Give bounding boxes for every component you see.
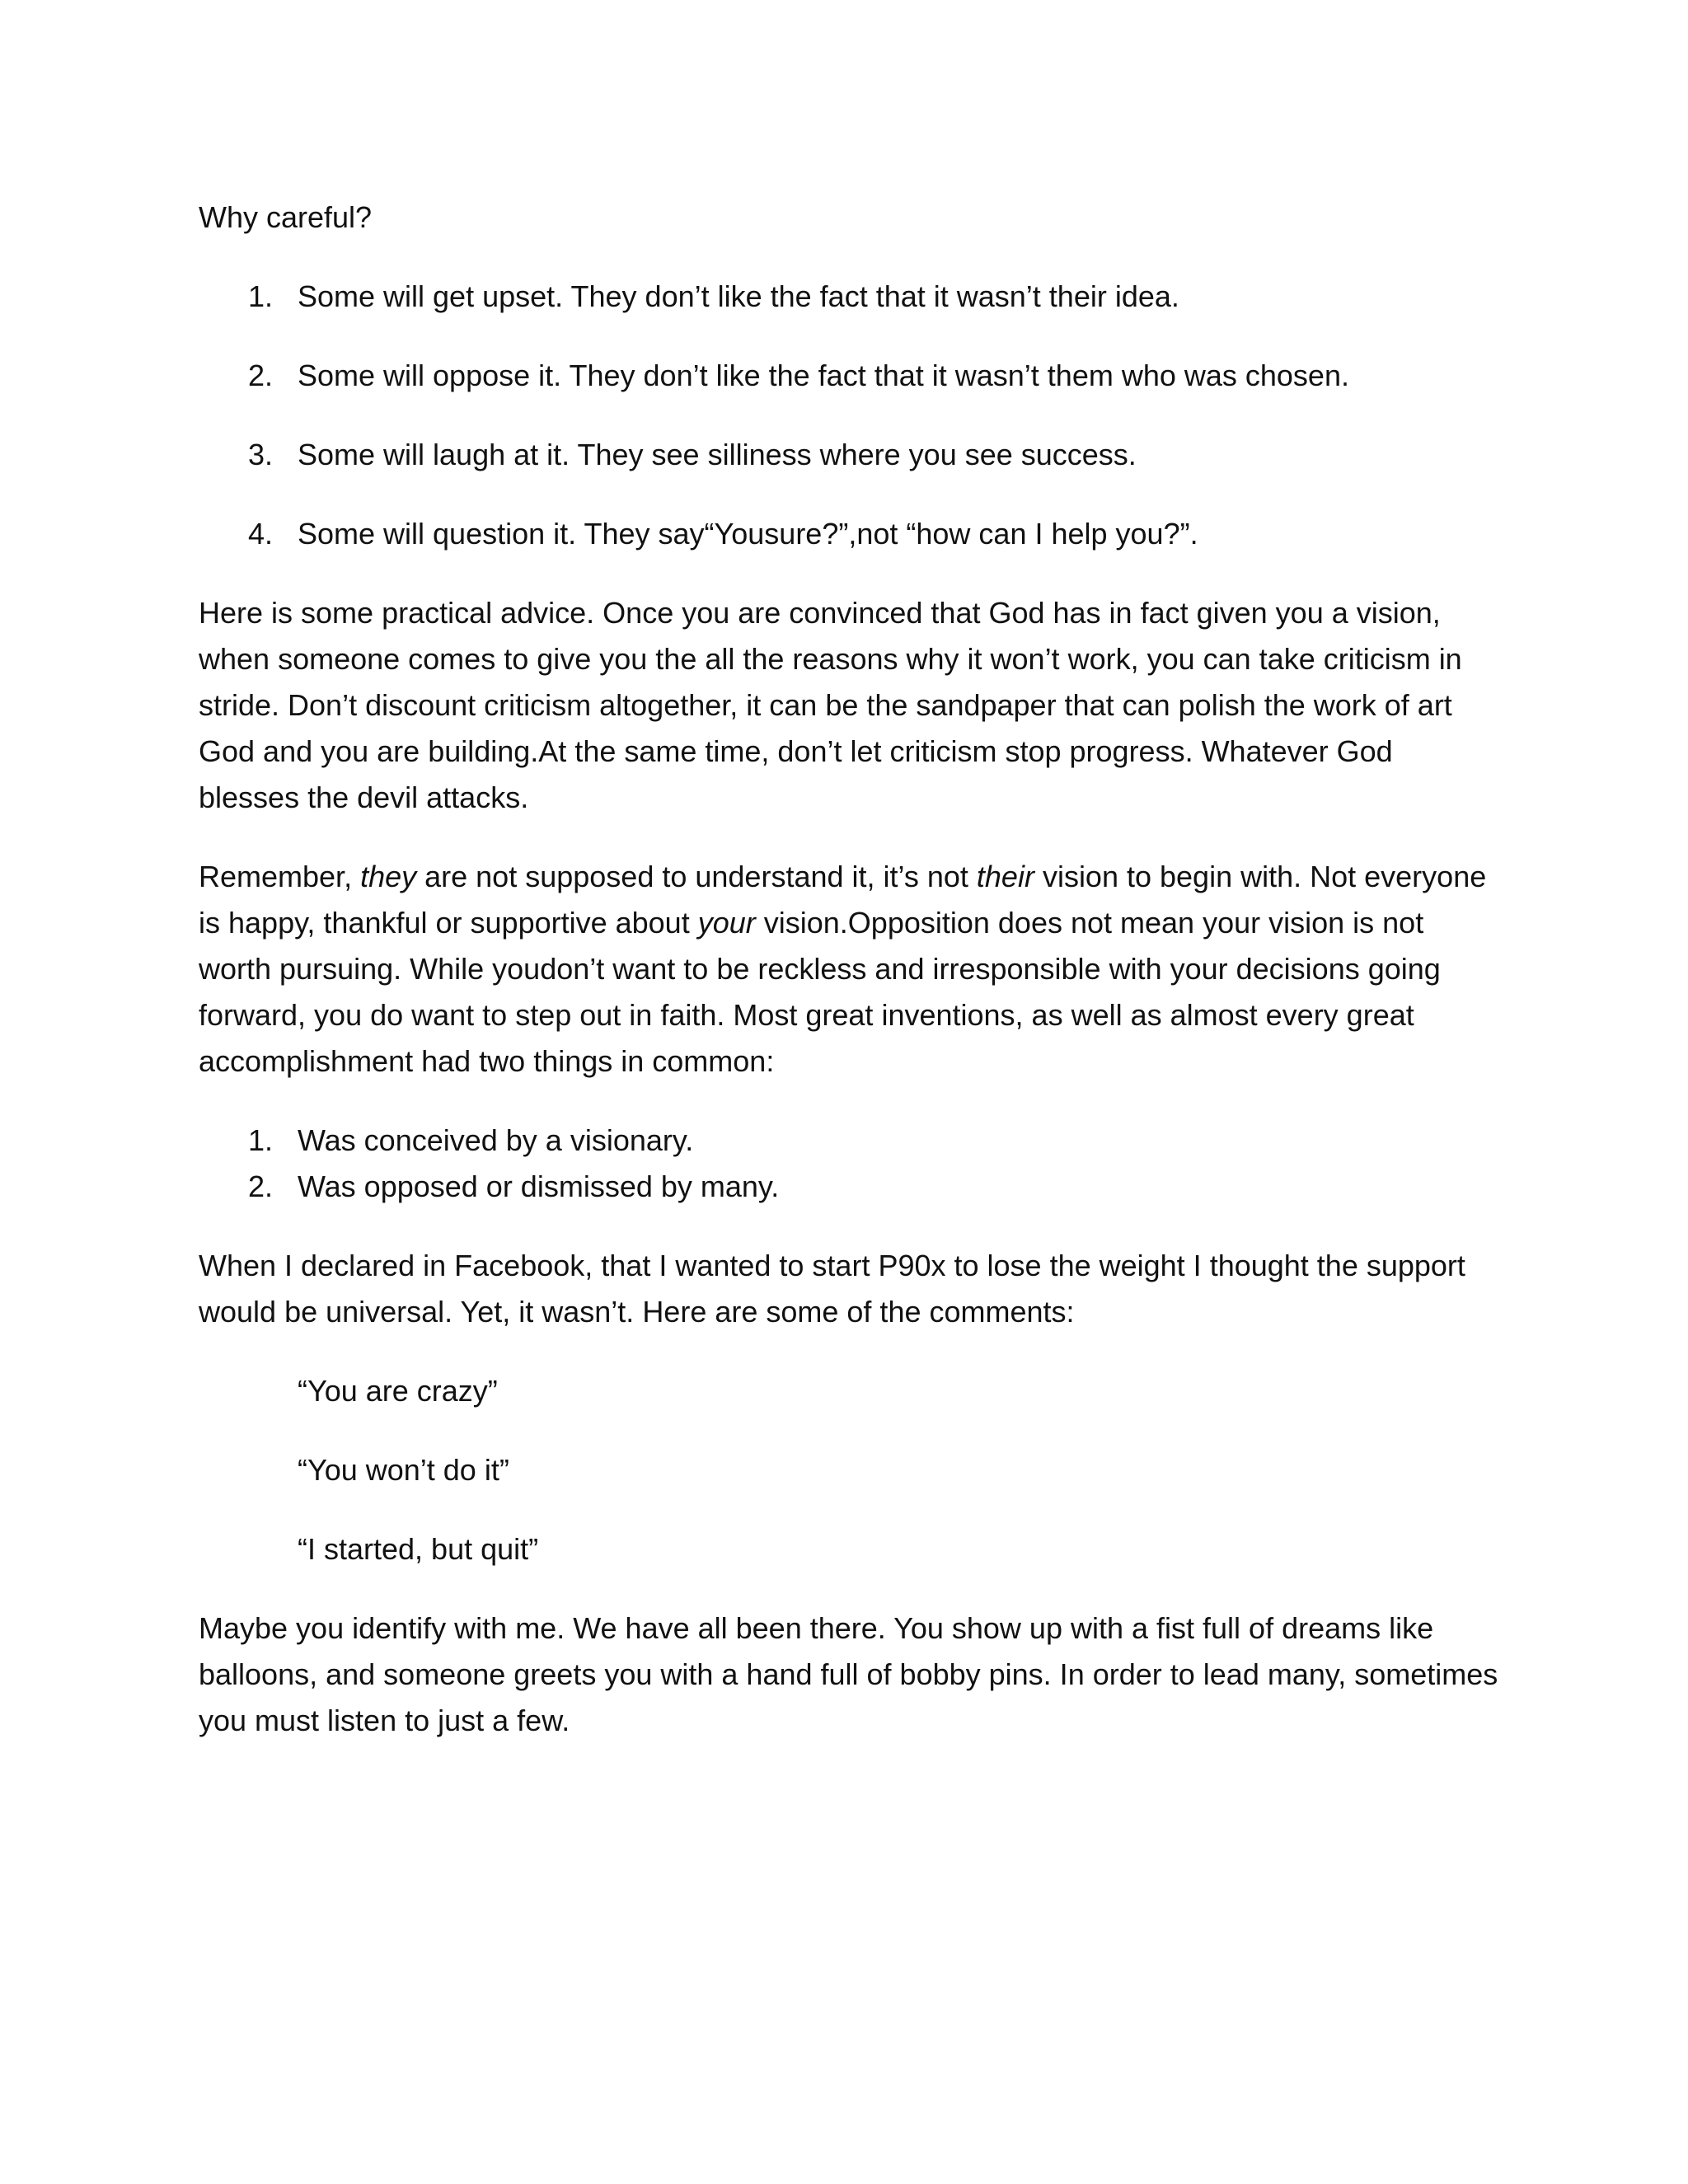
italic-text: your	[697, 906, 756, 940]
list-item	[199, 353, 1501, 399]
text-run: are not supposed to understand it, it’s not	[416, 860, 977, 893]
section-heading: Why careful?	[199, 200, 373, 234]
list-item	[199, 274, 1501, 320]
list-number: 2.	[248, 1169, 274, 1203]
comment-quote: “You won’t do it”	[298, 1453, 509, 1487]
list-item	[199, 1164, 1501, 1210]
list-item	[199, 511, 1501, 557]
text-run: vision to begin with. Not everyone is happy, thankful or supportive about	[199, 860, 1487, 940]
list-item-text: Some will oppose it. They don’t like the fact that it wasn’t them who was chosen.	[298, 359, 1349, 392]
list-number: 2.	[248, 359, 274, 392]
facebook-paragraph: When I declared in Facebook, that I wanted to start P90x to lose the weight I thought the support would be universal. Yet, it wasn’t. Here are some of the comments:	[199, 1249, 1465, 1329]
italic-text: their	[976, 860, 1034, 893]
text-run: Remember,	[199, 860, 361, 893]
list-item-text: Was opposed or dismissed by many.	[298, 1169, 780, 1203]
common-things-list	[199, 1118, 1501, 1210]
advice-paragraph: Here is some practical advice. Once you are convinced that God has in fact given you a vision, when someone comes to give you the all the reasons why it won’t work, you can take criticism in stride. Don’t discount criticism altogether, it can be the sandpaper that can polish the work of art God and you are building.At the same time, don’t let criticism stop progress. Whatever God blesses the devil attacks.	[199, 596, 1462, 814]
comment-quote: “I started, but quit”	[298, 1532, 539, 1566]
remember-paragraph	[199, 854, 1501, 1085]
list-number: 1.	[248, 1123, 274, 1157]
list-item-text: Some will laugh at it. They see silliness where you see success.	[298, 438, 1137, 471]
list-item-text: Some will question it. They say“Yousure?”,not “how can I help you?”.	[298, 517, 1198, 551]
list-number: 3.	[248, 438, 274, 471]
reasons-list	[199, 274, 1501, 557]
document-body	[199, 194, 1501, 1777]
list-item-text: Was conceived by a visionary.	[298, 1123, 694, 1157]
italic-text: they	[360, 860, 417, 893]
comment-quote: “You are crazy”	[298, 1374, 498, 1408]
closing-paragraph: Maybe you identify with me. We have all been there. You show up with a fist full of dreams like balloons, and someone greets you with a hand full of bobby pins. In order to lead many, sometimes you must listen to just a few.	[199, 1611, 1498, 1737]
list-number: 4.	[248, 517, 274, 551]
text-run: vision.Opposition does not mean your vision is not worth pursuing. While youdon’t want to be reckless and irresponsible with your decisions going forward, you do want to step out in faith. Most great inventions, as well as almost every great accomplishment had two things in common:	[199, 906, 1441, 1078]
list-number: 1.	[248, 279, 274, 313]
list-item	[199, 432, 1501, 478]
list-item	[199, 1118, 1501, 1164]
list-item-text: Some will get upset. They don’t like the fact that it wasn’t their idea.	[298, 279, 1179, 313]
